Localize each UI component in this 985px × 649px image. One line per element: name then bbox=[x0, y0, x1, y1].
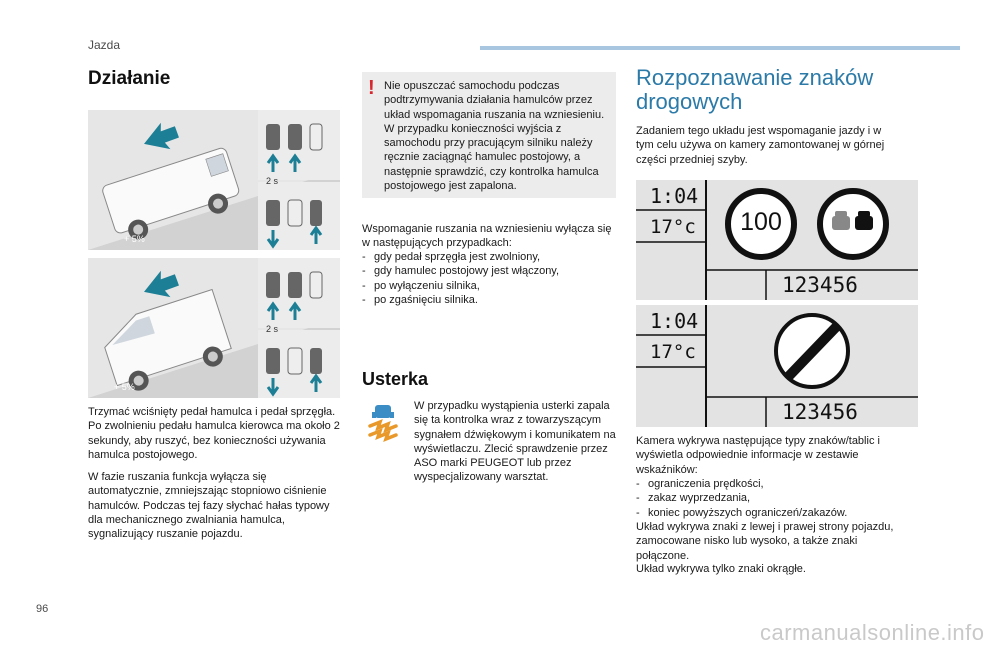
deactivation-list bbox=[362, 250, 616, 307]
illustration-hill-start-2 bbox=[88, 258, 340, 398]
exclamation-icon: ! bbox=[368, 77, 375, 99]
hill-assist-fault-icon bbox=[366, 402, 400, 442]
illustration-hill-start-1 bbox=[88, 110, 340, 250]
list-item: - ograniczenia prędkości, bbox=[636, 477, 898, 491]
dashboard-display-speed-limit bbox=[636, 180, 918, 300]
temperature-readout: 17°c bbox=[650, 216, 696, 238]
list-item: - po zgaśnięciu silnika. bbox=[362, 293, 616, 307]
list-item: - gdy pedał sprzęgła jest zwolniony, bbox=[362, 250, 616, 264]
odometer-readout: 123456 bbox=[782, 273, 858, 297]
list-item: - zakaz wyprzedzania, bbox=[636, 491, 898, 505]
odometer-readout: 123456 bbox=[782, 400, 858, 424]
page-number: 96 bbox=[36, 603, 49, 615]
temperature-readout: 17°c bbox=[650, 341, 696, 363]
fault-title: Usterka bbox=[362, 369, 429, 389]
van-pedals-diagram-1 bbox=[88, 110, 340, 250]
grade-label-1: + 5% bbox=[124, 234, 145, 244]
signs-detection-note: Układ wykrywa znaki z lewej i prawej strony pojazdu, zamocowane nisko lub wysoko, a także znaki połączone. bbox=[636, 521, 894, 562]
list-item: - gdy hamulec postojowy jest włączony, bbox=[362, 264, 616, 278]
paragraph-hold-pedals: Trzymać wciśnięty pedał hamulca i pedał sprzęgła. Po zwolnieniu pedału hamulca kierowca ma około 2 sekundy, aby ruszyć, bez konieczności używania hamulca postojowego. bbox=[88, 406, 340, 461]
watermark-link[interactable]: carmanualsonline.info bbox=[760, 620, 985, 645]
list-item: - po wyłączeniu silnika, bbox=[362, 279, 616, 293]
sign-recognition-intro: Zadaniem tego układu jest wspomaganie jazdy i w tym celu używa on kamery zamontowanej w górnej części przedniej szyby. bbox=[636, 125, 885, 166]
header-bar bbox=[480, 46, 960, 50]
warning-text: Nie opuszczać samochodu podczas podtrzymywania działania hamulców przez układ wspomagania ruszania na wzniesieniu. W przypadku konieczności wyjścia z samochodu przy pracującym silniku należy ręcznie zaciągnąć hamulec postojowy, a następnie sprawdzić, czy kontrolka hamulca postojowego jest zapalona. bbox=[384, 80, 605, 193]
fault-text: W przypadku wystąpienia usterki zapala się ta kontrolka wraz z towarzyszącym sygnałem dźwiękowym i komunikatem na wyświetlaczu. Zlecić sprawdzenie przez ASO marki PEUGEOT lub przez wyspecjalizowany warsztat. bbox=[414, 400, 616, 484]
round-signs-note: Układ wykrywa tylko znaki okrągłe. bbox=[636, 563, 806, 575]
page-title: Działanie bbox=[88, 68, 171, 89]
section-label: Jazda bbox=[88, 38, 121, 52]
dashboard-display-end-of-restriction bbox=[636, 305, 918, 427]
list-item: - koniec powyższych ograniczeń/zakazów. bbox=[636, 506, 898, 520]
grade-label-2: + 5% bbox=[114, 382, 135, 392]
paragraph-auto-release: W fazie ruszania funkcja wyłącza się automatycznie, zmniejszając stopniowo ciśnienie hamulców. Podczas tej fazy słychać hałas typowy dla mechanicznego zwalniania hamulca, sygnalizujący ruszanie pojazdu. bbox=[88, 471, 330, 541]
sign-types-list bbox=[636, 477, 898, 520]
timer-label-2: 2 s bbox=[266, 324, 279, 334]
clock-readout: 1:04 bbox=[650, 309, 699, 333]
timer-label-1: 2 s bbox=[266, 176, 279, 186]
section-title-sign-recognition: Rozpoznawanie znaków drogowych bbox=[636, 65, 874, 114]
signs-intro: Kamera wykrywa następujące typy znaków/tablic i wyświetla odpowiednie informacje w zestawie wskaźników: bbox=[636, 435, 880, 476]
clock-readout: 1:04 bbox=[650, 184, 699, 208]
speed-limit-value: 100 bbox=[740, 208, 782, 236]
van-pedals-diagram-2 bbox=[88, 258, 340, 398]
deactivation-intro: Wspomaganie ruszania na wzniesieniu wyłącza się w następujących przypadkach: bbox=[362, 223, 612, 250]
